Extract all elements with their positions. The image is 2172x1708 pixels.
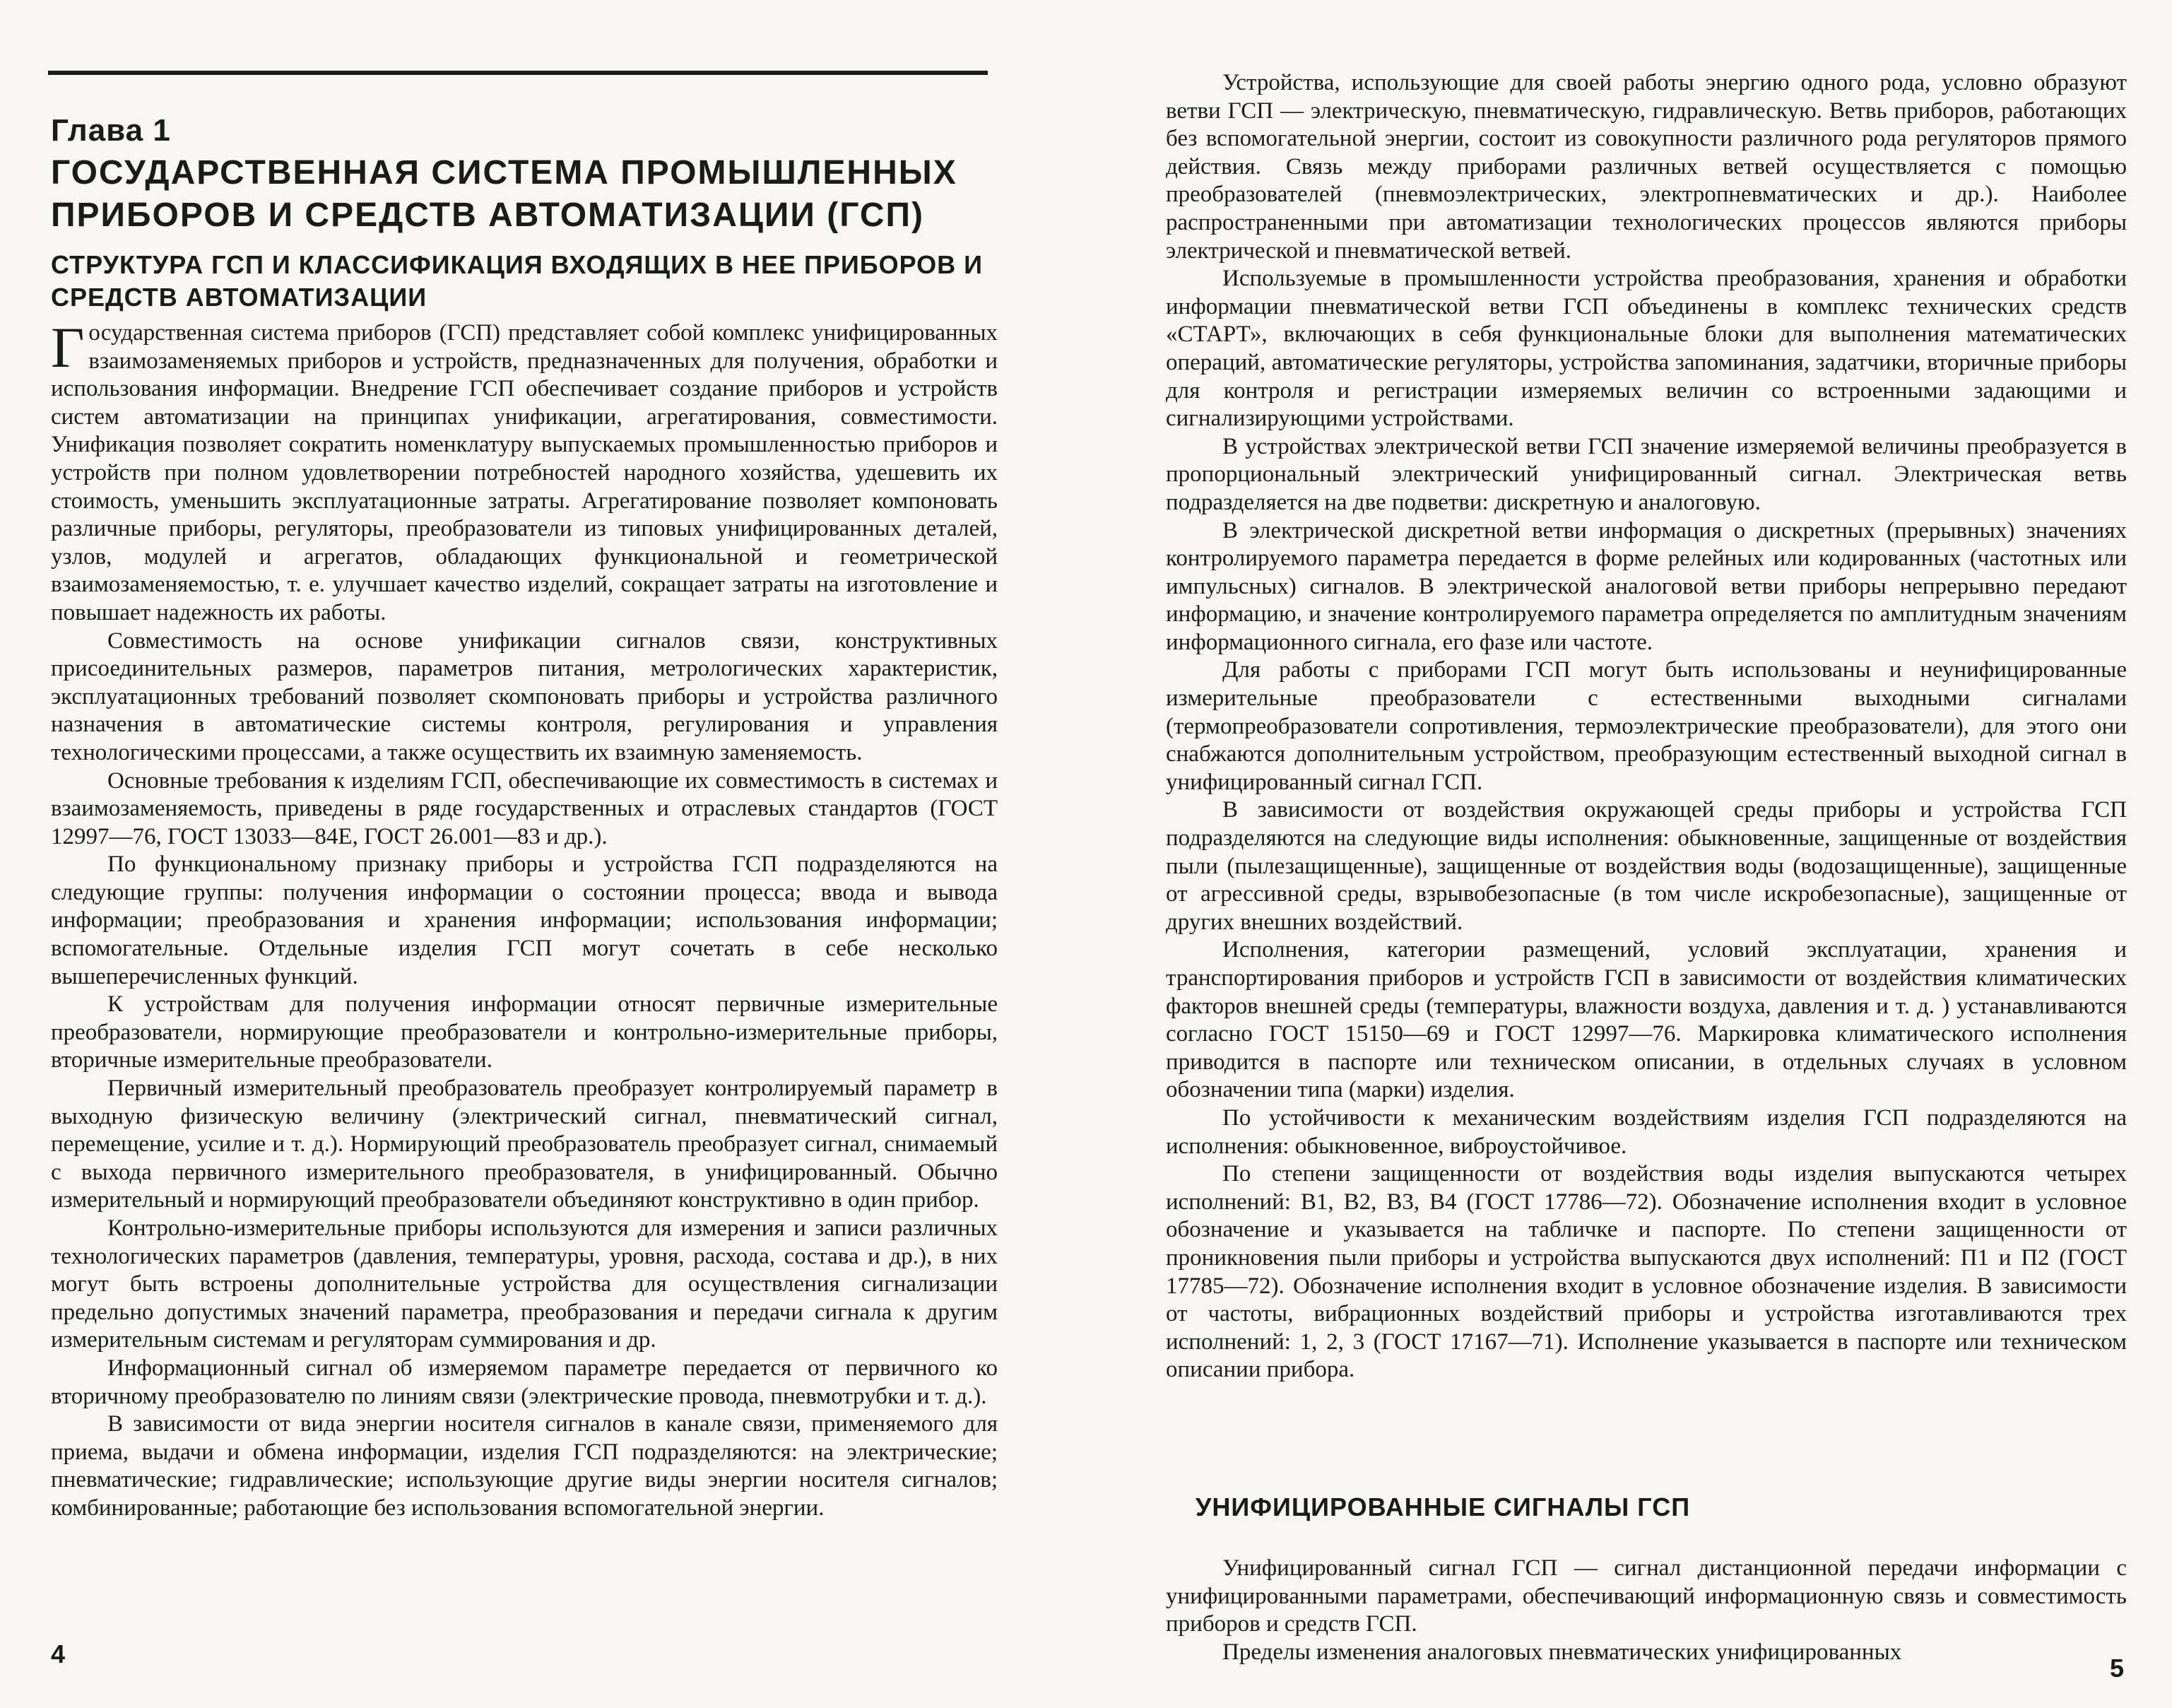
top-rule	[48, 71, 988, 75]
paragraph: По устойчивости к механическим воздействиям изделия ГСП подразделяются на исполнения: обыкновенное, виброустойчивое.	[1166, 1105, 2127, 1159]
paragraph: Государственная система приборов (ГСП) представляет собой комплекс унифицированных взаимозаменяемых приборов и устройств, предназначенных для получения, обработки и использования информации. Внедрение ГСП обеспечивает создание приборов и устройств систем автоматизации на принципах унификации, агрегатирования, совместимости. Унификация позволяет сократить номенклатуру выпускаемых промышленностью приборов и устройств при полном удовлетворении потребностей народного хозяйства, удешевить их стоимость, уменьшить эксплуатационные затраты. Агрегатирование позволяет компоновать различные приборы, регуляторы, преобразователи из типовых унифицированных деталей, узлов, модулей и агрегатов, обладающих функциональной и геометрической взаимозаменяемостью, т. е. улучшает качество изделий, сокращает затраты на изготовление и повышает надежность их работы.	[51, 315, 998, 625]
page-number: 5	[2110, 1654, 2125, 1683]
page-number: 4	[51, 1639, 66, 1668]
paragraph: Пределы изменения аналоговых пневматических унифицированных	[1222, 1639, 1902, 1665]
dropcap: Г	[51, 315, 85, 379]
paragraph: Для работы с приборами ГСП могут быть использованы и неунифицированные измерительные преобразователи с естественными выходными сигналами (термопреобразователи сопротивления, термоэлектрические преобразователи), для этого они снабжаются дополнительным устройством, преобразующим естественный выходной сигнал в унифицированный сигнал ГСП.	[1166, 657, 2127, 795]
paragraph: В зависимости от воздействия окружающей среды приборы и устройства ГСП подразделяются на следующие виды исполнения: обыкновенные, защищенные от воздействия пыли (пылезащищенные), защищенные от воздействия воды (водозащищенные), защищенные от агрессивной среды, взрывобезопасные (в том числе искробезопасные), защищенные от других внешних воздействий.	[1166, 797, 2127, 935]
right-page	[1159, 0, 2141, 1708]
paragraph: Используемые в промышленности устройства преобразования, хранения и обработки информации пневматической ветви ГСП объединены в комплекс технических средств «СТАРТ», включающих в себя функциональные блоки для выполнения математических операций, автоматические регуляторы, устройства запоминания, задатчики, вторичные приборы для контроля и регистрации измеряемых величин со встроенными задающими и сигнализирующими устройствами.	[1166, 266, 2127, 432]
section-title: УНИФИЦИРОВАННЫЕ СИГНАЛЫ ГСП	[1196, 1492, 1691, 1521]
right-body-text	[1166, 69, 2127, 1384]
paragraph: Исполнения, категории размещений, условий эксплуатации, хранения и транспортирования приборов и устройств ГСП в зависимости от воздействия климатических факторов внешней среды (температуры, влажности воздуха, давления и т. д. ) устанавливаются согласно ГОСТ 15150—69 и ГОСТ 12997—76. Маркировка климатического исполнения приводится в паспорте или техническом описании, в отдельных случаях в условном обозначении типа (марки) изделия.	[1166, 937, 2127, 1103]
paragraph: Совместимость на основе унификации сигналов связи, конструктивных присоединительных размеров, параметров питания, метрологических характеристик, эксплуатационных требований позволяет скомпоновать приборы и устройства различного назначения в автоматические системы контроля, регулирования и управления технологическими процессами, а также осуществить их взаимную заменяемость.	[51, 628, 998, 765]
paragraph: Основные требования к изделиям ГСП, обеспечивающие их совместимость в системах и взаимозаменяемость, приведены в ряде государственных и отраслевых стандартов (ГОСТ 12997—76, ГОСТ 13033—84Е, ГОСТ 26.001—83 и др.).	[51, 767, 998, 849]
section-body-text	[1166, 1555, 2127, 1666]
paragraph: Устройства, использующие для своей работы энергию одного рода, условно образуют ветви ГСП — электрическую, пневматическую, гидравлическую. Ветвь приборов, работающих без вспомогательной энергии, состоит из совокупности различного рода регуляторов прямого действия. Связь между приборами различных ветвей осуществляется с помощью преобразователей (пневмоэлектрических, электропневматических и др.). Наиболее распространенными при автоматизации технологических процессов являются приборы электрической и пневматической ветвей.	[1166, 70, 2127, 264]
paragraph: В устройствах электрической ветви ГСП значение измеряемой величины преобразуется в пропорциональный электрический унифицированный сигнал. Электрическая ветвь подразделяется на две подветви: дискретную и аналоговую.	[1166, 433, 2127, 515]
paragraph: Унифицированный сигнал ГСП — сигнал дистанционной передачи информации с унифицированными параметрами, обеспечивающий информационную связь и совместимость приборов и средств ГСП.	[1166, 1555, 2127, 1637]
chapter-label: Глава 1	[51, 113, 171, 148]
paragraph: К устройствам для получения информации относят первичные измерительные преобразователи, нормирующие преобразователи и контрольно-измерительные приборы, вторичные измерительные преобразователи.	[51, 991, 998, 1073]
chapter-title: ГОСУДАРСТВЕННАЯ СИСТЕМА ПРОМЫШЛЕННЫХ ПРИБОРОВ И СРЕДСТВ АВТОМАТИЗАЦИИ (ГСП)	[51, 154, 957, 234]
left-body-text	[51, 315, 998, 1523]
paragraph: Контрольно-измерительные приборы используются для измерения и записи различных технологических параметров (давления, температуры, уровня, расхода, состава и др.), в них могут быть встроены дополнительные устройства для осуществления сигнализации предельно допустимых значений параметра, преобразования и передачи сигнала к другим измерительным системам и регуляторам суммирования и др.	[51, 1215, 998, 1353]
paragraph: Информационный сигнал об измеряемом параметре передается от первичного ко вторичному преобразователю по линиям связи (электрические провода, пневмотрубки и т. д.).	[51, 1355, 998, 1409]
paragraph: По степени защищенности от воздействия воды изделия выпускаются четырех исполнений: В1, В2, В3, В4 (ГОСТ 17786—72). Обозначение исполнения входит в условное обозначение и указывается на табличке и паспорте. По степени защищенности от проникновения пыли приборы и устройства выпускаются двух исполнений: П1 и П2 (ГОСТ 17785—72). Обозначение исполнения входит в условное обозначение изделия. В зависимости от частоты, вибрационных воздействий приборы и устройства изготавливаются трех исполнений: 1, 2, 3 (ГОСТ 17167—71). Исполнение указывается в паспорте или техническом описании прибора.	[1166, 1161, 2127, 1383]
paragraph: Первичный измерительный преобразователь преобразует контролируемый параметр в выходную физическую величину (электрический сигнал, пневматический сигнал, перемещение, усилие и т. д.). Нормирующий преобразователь преобразует сигнал, снимаемый с выхода первичного измерительного преобразователя, в унифицированный. Обычно измерительный и нормирующий преобразователи объединяют конструктивно в один прибор.	[51, 1076, 998, 1213]
paragraph: По функциональному признаку приборы и устройства ГСП подразделяются на следующие группы: получения информации о состоянии процесса; ввода и вывода информации; преобразования и хранения информации; использования информации; вспомогательные. Отдельные изделия ГСП могут сочетать в себе несколько вышеперечисленных функций.	[51, 852, 998, 989]
paragraph: В электрической дискретной ветви информация о дискретных (прерывных) значениях контролируемого параметра передается в форме релейных или кодированных (частотных или импульсных) сигналов. В электрической аналоговой ветви приборы непрерывно передают информацию, и значение контролируемого параметра определяется по амплитудным значениям информационного сигнала, его фазе или частоте.	[1166, 517, 2127, 655]
section-title: СТРУКТУРА ГСП И КЛАССИФИКАЦИЯ ВХОДЯЩИХ В НЕЕ ПРИБОРОВ И СРЕДСТВ АВТОМАТИЗАЦИИ	[51, 250, 984, 312]
left-page	[42, 0, 1010, 1708]
paragraph: В зависимости от вида энергии носителя сигналов в канале связи, применяемого для приема, выдачи и обмена информации, изделия ГСП подразделяются: на электрические; пневматические; гидравлические; использующие другие виды энергии носителя сигналов; комбинированные; работающие без использования вспомогательной энергии.	[51, 1411, 998, 1521]
